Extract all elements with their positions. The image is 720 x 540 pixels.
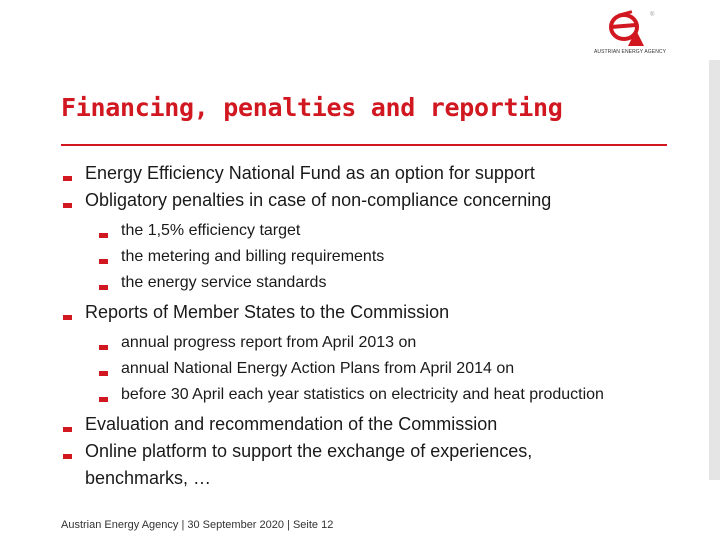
bullet-3: Reports of Member States to the Commission — [61, 299, 691, 326]
sub-bullet: the energy service standards — [61, 270, 691, 296]
bullet-2: Obligatory penalties in case of non-compliance concerning — [61, 187, 691, 214]
right-edge-bar — [709, 60, 720, 480]
footer: Austrian Energy Agency | 30 September 2020 | Seite 12 — [61, 519, 334, 531]
bullet-4: Evaluation and recommendation of the Commission — [61, 411, 691, 438]
bullet-3-sublist — [61, 330, 691, 408]
sub-bullet: the metering and billing requirements — [61, 244, 691, 270]
sub-bullet: before 30 April each year statistics on electricity and heat production — [61, 382, 691, 408]
sub-bullet: annual National Energy Action Plans from April 2014 on — [61, 356, 691, 382]
logo-name: AUSTRIAN ENERGY AGENCY — [593, 49, 667, 55]
bullet-5: Online platform to support the exchange of experiences, — [61, 438, 691, 465]
bullet-2-sublist — [61, 218, 691, 296]
logo-mark-icon — [590, 10, 670, 50]
sub-bullet: annual progress report from April 2013 on — [61, 330, 691, 356]
title-divider — [61, 144, 667, 146]
bullet-5-continuation: benchmarks, … — [85, 468, 212, 488]
page-title: Financing, penalties and reporting — [61, 93, 563, 122]
bullet-list — [61, 160, 691, 492]
sub-bullet: the 1,5% efficiency target — [61, 218, 691, 244]
austrian-energy-agency-logo — [590, 10, 670, 56]
registered-mark: ® — [650, 12, 655, 18]
bullet-1: Energy Efficiency National Fund as an option for support — [61, 160, 691, 187]
